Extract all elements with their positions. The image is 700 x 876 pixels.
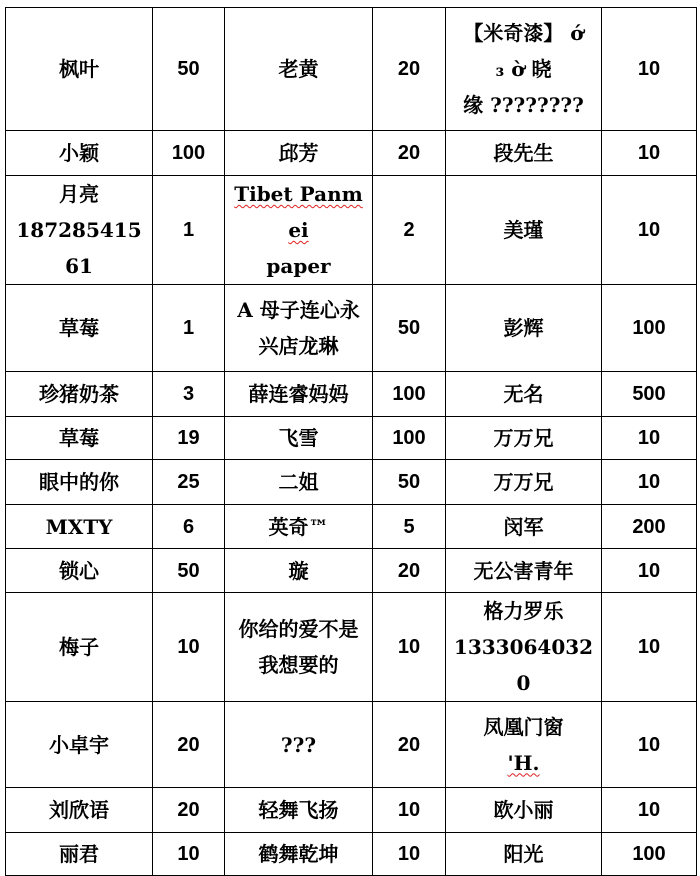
donor-name-line: Tibet Panmei (234, 182, 363, 242)
donor-name-line: 英奇™ (268, 514, 329, 539)
donor-amount-2: 10 (373, 788, 446, 833)
donor-amount-2: 20 (373, 131, 446, 176)
donor-name-line: 'H. (507, 750, 540, 775)
donor-amount-3: 10 (602, 788, 697, 833)
donor-name-1 (6, 702, 153, 788)
donor-name-line: ₃ ờ 晓 (495, 57, 552, 81)
table-row (6, 833, 697, 876)
table-row (6, 8, 697, 131)
donor-name-line: 飞雪 (278, 426, 319, 450)
donor-amount-3: 10 (602, 131, 697, 176)
table-row (6, 788, 697, 833)
donor-amount-2: 10 (373, 593, 446, 702)
donor-amount-3: 10 (602, 8, 697, 131)
donor-amount-3: 10 (602, 417, 697, 460)
donor-name-1 (6, 593, 153, 702)
donor-name-3 (446, 131, 602, 176)
donor-name-3 (446, 285, 602, 372)
donor-name-3 (446, 702, 602, 788)
donor-name-2 (225, 833, 373, 876)
donor-amount-3: 10 (602, 549, 697, 593)
donor-name-line: 彭辉 (503, 316, 544, 340)
donor-name-1 (6, 833, 153, 876)
donor-name-1 (6, 505, 153, 549)
donor-amount-2: 20 (373, 549, 446, 593)
donor-name-2 (225, 702, 373, 788)
donor-name-line: 枫叶 (59, 57, 99, 81)
donor-name-line: 刘欣语 (49, 798, 109, 822)
table-row (6, 372, 697, 417)
donor-name-1 (6, 8, 153, 131)
donor-amount-3: 10 (602, 593, 697, 702)
donor-name-line: 锁心 (59, 558, 99, 583)
donor-name-line: 老黄 (278, 57, 319, 81)
donor-amount-1: 50 (153, 549, 225, 593)
donor-name-1 (6, 549, 153, 593)
donor-amount-2: 5 (373, 505, 446, 549)
donor-amount-1: 3 (153, 372, 225, 417)
donor-amount-3: 10 (602, 702, 697, 788)
donor-name-line: 缘 ???????? (463, 93, 584, 117)
donor-name-line: 段先生 (493, 141, 554, 165)
donor-name-line: 闵军 (503, 514, 544, 539)
donor-name-line: 欧小丽 (493, 798, 554, 822)
donor-name-3 (446, 460, 602, 505)
donor-amount-2: 50 (373, 460, 446, 505)
donor-name-2 (225, 372, 373, 417)
donor-name-line: 18728541561 (16, 218, 142, 278)
donor-name-line: ??? (280, 732, 317, 757)
donor-name-line: 无公害青年 (473, 558, 574, 583)
donor-amount-3: 100 (602, 833, 697, 876)
donor-name-line: paper (266, 254, 331, 278)
donor-amount-1: 6 (153, 505, 225, 549)
donor-name-line: 凤凰门窗 (483, 714, 564, 739)
table-row (6, 549, 697, 593)
donor-amount-3: 200 (602, 505, 697, 549)
donor-name-line: 草莓 (59, 426, 99, 450)
donor-name-3 (446, 372, 602, 417)
donor-amount-3: 500 (602, 372, 697, 417)
donor-name-line: 你给的爱不是 (238, 617, 359, 641)
table-row (6, 593, 697, 702)
donor-name-1 (6, 788, 153, 833)
donor-amount-2: 20 (373, 702, 446, 788)
donor-name-line: 邱芳 (278, 141, 319, 165)
donor-amount-1: 20 (153, 702, 225, 788)
donor-name-2 (225, 460, 373, 505)
donor-amount-1: 10 (153, 593, 225, 702)
donor-name-3 (446, 788, 602, 833)
donor-name-3 (446, 8, 602, 131)
donor-name-3 (446, 593, 602, 702)
donor-name-3 (446, 417, 602, 460)
donor-table (5, 7, 697, 876)
donor-amount-1: 25 (153, 460, 225, 505)
donor-name-line: 小卓宇 (49, 732, 109, 757)
donor-amount-2: 10 (373, 833, 446, 876)
donor-amount-1: 20 (153, 788, 225, 833)
donor-name-line: 13330640320 (453, 635, 594, 695)
donor-name-2 (225, 176, 373, 285)
donor-name-line: A 母子连心永 (237, 298, 360, 322)
table-row (6, 131, 697, 176)
donor-name-2 (225, 417, 373, 460)
donor-name-line: 我想要的 (258, 653, 339, 677)
donor-name-1 (6, 176, 153, 285)
donor-name-2 (225, 549, 373, 593)
donor-name-line: 兴店龙琳 (258, 334, 339, 358)
donor-name-2 (225, 285, 373, 372)
donor-name-2 (225, 131, 373, 176)
donor-name-1 (6, 417, 153, 460)
donor-name-line: 【米奇漆】 ớ (463, 21, 584, 45)
donor-name-line: MXTY (45, 514, 113, 539)
donor-name-2 (225, 8, 373, 131)
donor-name-3 (446, 549, 602, 593)
donor-name-line: 璇 (288, 558, 309, 583)
donor-name-line: 眼中的你 (39, 470, 119, 494)
donor-name-2 (225, 505, 373, 549)
table-row (6, 176, 697, 285)
donor-name-3 (446, 176, 602, 285)
donor-table-container (5, 7, 697, 876)
donor-amount-2: 100 (373, 372, 446, 417)
donor-name-line: 丽君 (59, 842, 99, 866)
donor-name-line: 美瑾 (503, 218, 544, 242)
table-row (6, 417, 697, 460)
donor-name-line: 鹤舞乾坤 (258, 842, 339, 866)
donor-amount-2: 2 (373, 176, 446, 285)
donor-amount-3: 10 (602, 176, 697, 285)
donor-name-line: 轻舞飞扬 (258, 798, 339, 822)
donor-name-1 (6, 285, 153, 372)
donor-name-line: 梅子 (59, 635, 99, 659)
donor-name-line: 格力罗乐 (483, 599, 564, 623)
donor-name-1 (6, 460, 153, 505)
donor-name-line: 珍猪奶茶 (39, 382, 119, 406)
donor-amount-2: 20 (373, 8, 446, 131)
donor-amount-1: 50 (153, 8, 225, 131)
donor-amount-3: 10 (602, 460, 697, 505)
table-row (6, 285, 697, 372)
donor-amount-2: 50 (373, 285, 446, 372)
donor-amount-1: 1 (153, 176, 225, 285)
donor-name-2 (225, 788, 373, 833)
donor-name-line: 草莓 (59, 316, 99, 340)
donor-amount-1: 19 (153, 417, 225, 460)
donor-name-1 (6, 131, 153, 176)
donor-name-line: 万万兄 (493, 426, 554, 450)
donor-name-3 (446, 833, 602, 876)
donor-name-2 (225, 593, 373, 702)
donor-amount-1: 10 (153, 833, 225, 876)
table-row (6, 505, 697, 549)
donor-name-line: 小颖 (59, 141, 99, 165)
donor-amount-2: 100 (373, 417, 446, 460)
donor-amount-1: 1 (153, 285, 225, 372)
donor-name-line: 月亮 (59, 182, 99, 206)
table-row (6, 702, 697, 788)
donor-name-1 (6, 372, 153, 417)
donor-name-line: 阳光 (503, 842, 544, 866)
donor-amount-3: 100 (602, 285, 697, 372)
donor-name-line: 无名 (503, 382, 544, 406)
table-row (6, 460, 697, 505)
donor-name-line: 万万兄 (493, 470, 554, 494)
donor-amount-1: 100 (153, 131, 225, 176)
donor-name-line: 薛连睿妈妈 (248, 382, 349, 406)
donor-name-line: 二姐 (278, 470, 319, 494)
donor-table-body (6, 8, 697, 876)
donor-name-3 (446, 505, 602, 549)
